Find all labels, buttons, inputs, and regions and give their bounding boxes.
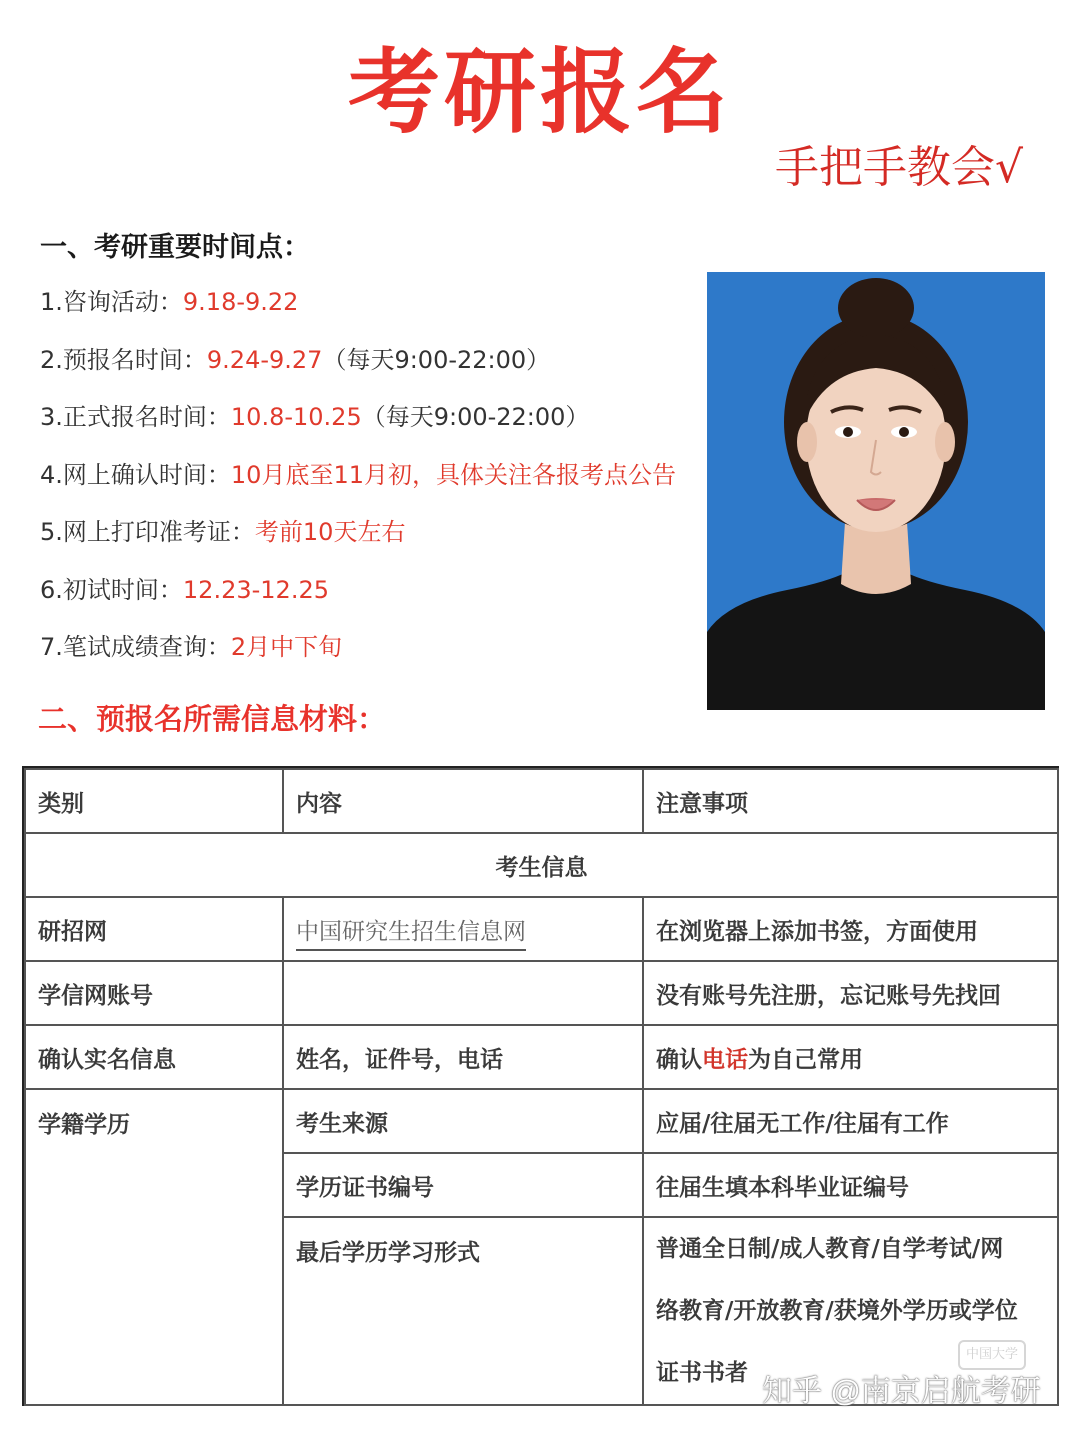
table-cell-content: 学历证书编号 xyxy=(283,1153,643,1217)
table-cell-note: 应届/往届无工作/往届有工作 xyxy=(643,1089,1058,1153)
timeline-item xyxy=(40,514,700,572)
timeline-item xyxy=(40,572,700,630)
table-cell-content: 考生来源 xyxy=(283,1089,643,1153)
materials-table xyxy=(22,766,1059,1406)
timeline-value: 10.8-10.25 xyxy=(230,403,362,431)
timeline-value: 12.23-12.25 xyxy=(182,575,329,604)
page-subtitle: 手把手教会√ xyxy=(775,142,1024,193)
timeline-value: 9.18-9.22 xyxy=(182,288,299,316)
timeline-extra: （每天9:00-22:00） xyxy=(322,345,551,374)
timeline-item xyxy=(40,342,700,400)
table-row xyxy=(25,897,1058,961)
table-row xyxy=(25,1025,1058,1089)
table-cell-note: 没有账号先注册，忘记账号先找回 xyxy=(643,961,1058,1025)
table-group-title: 考生信息 xyxy=(25,833,1058,897)
timeline-label: 2.预报名时间： xyxy=(40,345,207,374)
timeline-value: 2月中下旬 xyxy=(230,633,343,661)
id-photo xyxy=(707,272,1045,710)
note-line: 络教育/开放教育/获境外学历或学位 xyxy=(656,1297,1018,1324)
timeline-value: 9.24-9.27 xyxy=(206,345,323,374)
timeline-label: 6.初试时间： xyxy=(40,575,183,604)
section-heading-materials: 二、预报名所需信息材料： xyxy=(38,702,387,736)
table-header-cell: 内容 xyxy=(283,769,643,833)
timeline-label: 5.网上打印准考证： xyxy=(40,518,255,546)
timeline-value: 考前10天左右 xyxy=(254,518,406,546)
timeline-label: 4.网上确认时间： xyxy=(40,460,231,489)
table-row xyxy=(25,1089,1058,1153)
table-header-row xyxy=(25,769,1058,833)
table-cell-content: 姓名，证件号，电话 xyxy=(283,1025,643,1089)
table-cell-category: 学信网账号 xyxy=(25,961,283,1025)
timeline-item xyxy=(40,399,700,457)
table-row xyxy=(25,961,1058,1025)
timeline-item xyxy=(40,284,700,342)
watermark-logo: 中国大学 xyxy=(958,1340,1026,1370)
note-line: 证书书者 xyxy=(656,1359,748,1386)
timeline-item xyxy=(40,629,700,687)
page-title: 考研报名 xyxy=(347,39,732,146)
materials-table-grid xyxy=(24,768,1059,1406)
table-cell-content: 最后学历学习形式 xyxy=(283,1217,643,1405)
timeline-item xyxy=(40,457,700,515)
yanzhao-link[interactable]: 中国研究生招生信息网 xyxy=(296,919,526,951)
table-cell-category: 学籍学历 xyxy=(25,1089,283,1405)
note-highlight: 电话 xyxy=(702,1045,748,1073)
watermark-text: 知乎 @南京启航考研 xyxy=(762,1375,1041,1408)
timeline-label: 7.笔试成绩查询： xyxy=(40,633,231,661)
note-prefix: 确认 xyxy=(656,1045,702,1073)
portrait-illustration xyxy=(707,272,1045,710)
table-cell-note xyxy=(643,1025,1058,1089)
table-cell-content xyxy=(283,961,643,1025)
timeline-value: 10月底至11月初，具体关注各报考点公告 xyxy=(230,460,676,489)
table-group-row xyxy=(25,833,1058,897)
table-header-cell: 注意事项 xyxy=(643,769,1058,833)
timeline-extra: （每天9:00-22:00） xyxy=(361,403,590,431)
table-cell-note: 往届生填本科毕业证编号 xyxy=(643,1153,1058,1217)
table-cell-category: 研招网 xyxy=(25,897,283,961)
section-heading-timeline: 一、考研重要时间点： xyxy=(40,232,310,263)
table-cell-content xyxy=(283,897,643,961)
timeline-label: 3.正式报名时间： xyxy=(40,403,231,431)
table-header-cell: 类别 xyxy=(25,769,283,833)
note-line: 普通全日制/成人教育/自学考试/网 xyxy=(656,1235,1004,1262)
table-cell-category: 确认实名信息 xyxy=(25,1025,283,1089)
table-cell-note: 在浏览器上添加书签，方面使用 xyxy=(643,897,1058,961)
note-suffix: 为自己常用 xyxy=(748,1045,863,1073)
timeline-list xyxy=(40,284,700,687)
timeline-label: 1.咨询活动： xyxy=(40,288,183,316)
